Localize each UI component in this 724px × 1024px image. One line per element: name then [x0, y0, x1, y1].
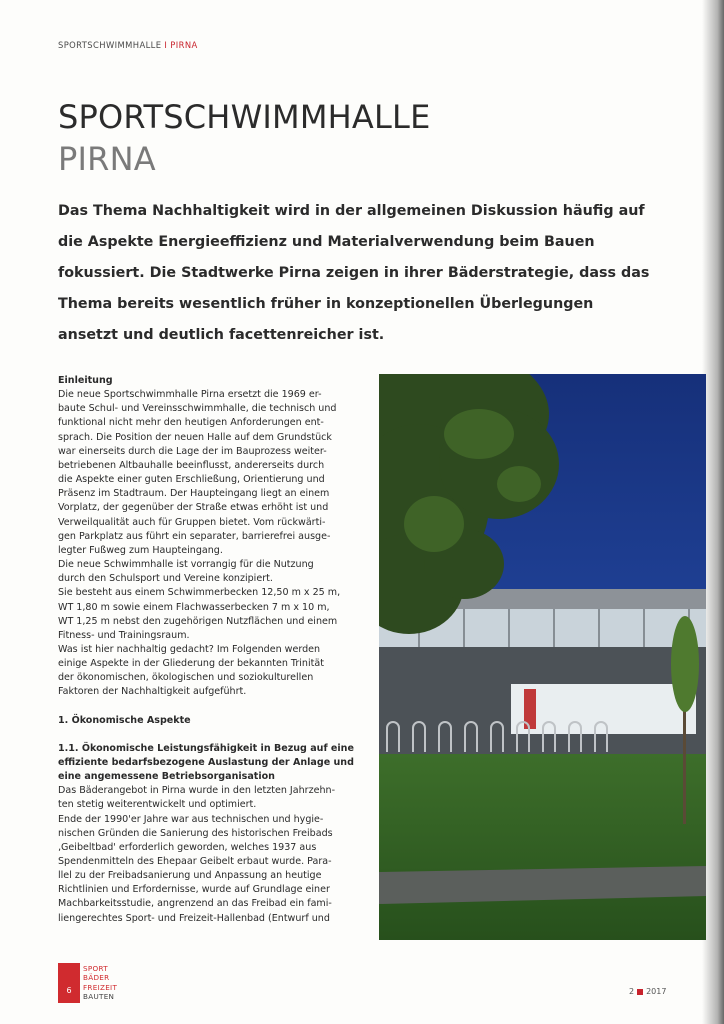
- body-line: Fitness- und Trainingsraum.: [58, 629, 190, 641]
- issue-year: 2017: [646, 987, 667, 996]
- heading-line: effiziente bedarfsbezogene Auslastung der Anlage und: [58, 756, 354, 768]
- body-line: der ökonomischen, ökologischen und soziokulturellen: [58, 672, 314, 684]
- body-line: WT 1,80 m sowie einem Flachwasserbecken 7 m x 10 m,: [58, 601, 330, 613]
- intro-paragraph-2: [58, 558, 368, 643]
- body-line: Richtlinien und Erfordernisse, wurde auf Grundlage einer: [58, 884, 330, 896]
- magazine-logo: [58, 963, 117, 1003]
- body-line: ten stetig weiterentwickelt und optimiert.: [58, 799, 257, 811]
- body-line: Die neue Schwimmhalle ist vorrangig für die Nutzung: [58, 559, 314, 571]
- body-line: sprach. Die Position der neuen Halle auf dem Grundstück: [58, 431, 332, 443]
- lead-line: fokussiert. Die Stadtwerke Pirna zeigen in ihrer Bäderstrategie, dass das: [58, 265, 650, 281]
- lead-line: die Aspekte Energieeffizienz und Materialverwendung beim Bauen: [58, 234, 595, 250]
- body-column: [58, 374, 368, 926]
- body-line: legter Fußweg zum Haupteingang.: [58, 544, 223, 556]
- body-line: Vorplatz, der gegenüber der Straße etwas erhöht ist und: [58, 502, 329, 514]
- lawn: [379, 754, 706, 940]
- lead-line: ansetzt und deutlich facettenreicher ist.: [58, 327, 385, 343]
- heading-line: 1.1. Ökonomische Leistungsfähigkeit in Bezug auf eine: [58, 742, 354, 754]
- article-title: [58, 96, 431, 180]
- section-1-1-paragraph-1: [58, 784, 368, 812]
- logo-word-3: FREIZEIT: [83, 982, 118, 992]
- running-head-section: SPORTSCHWIMMHALLE: [58, 40, 162, 50]
- body-line: Faktoren der Nachhaltigkeit aufgeführt.: [58, 686, 247, 698]
- logo-word-2: BÄDER: [83, 973, 110, 983]
- body-line: funktional nicht mehr den heutigen Anforderungen ent-: [58, 417, 324, 429]
- body-line: liengerechtes Sport- und Freizeit-Hallenbad (Entwurf und: [58, 912, 330, 924]
- body-line: WT 1,25 m nebst den zugehörigen Nutzflächen und einem: [58, 615, 338, 627]
- body-line: einige Aspekte in der Gliederung der bekannten Trinität: [58, 658, 324, 670]
- intro-paragraph-3: [58, 643, 368, 700]
- lead-line: Das Thema Nachhaltigkeit wird in der allgemeinen Diskussion häufig auf: [58, 203, 645, 219]
- section-1-1-paragraph-2: [58, 813, 368, 926]
- running-head-separator: I: [164, 40, 168, 50]
- running-head: [58, 40, 198, 50]
- young-tree-crown: [671, 616, 699, 712]
- young-tree-trunk: [683, 704, 686, 824]
- intro-heading: Einleitung: [58, 375, 113, 386]
- issue-number: 2: [629, 987, 635, 996]
- logo-word-4: BAUTEN: [83, 992, 115, 1002]
- lead-line: Thema bereits wesentlich früher in konzeptionellen Überlegungen: [58, 296, 594, 312]
- body-line: war einerseits durch die Lage der im Bauprozess weiter-: [58, 445, 327, 457]
- section-1-heading: 1. Ökonomische Aspekte: [58, 714, 191, 726]
- body-line: durch den Schulsport und Vereine konzipiert.: [58, 573, 273, 585]
- body-line: betriebenen Altbauhalle beeinflusst, andererseits durch: [58, 459, 325, 471]
- body-line: ‚Geibeltbad' erforderlich geworden, welches 1937 aus: [58, 841, 317, 853]
- body-line: llel zu der Freibadsanierung und Anpassung an heutige: [58, 870, 322, 882]
- article-title-line-2: PIRNA: [58, 140, 156, 178]
- body-line: Spendenmitteln des Ehepaar Geibelt erbaut wurde. Para-: [58, 856, 332, 867]
- body-line: Präsenz im Stadtraum. Der Haupteingang liegt an einem: [58, 488, 330, 500]
- page-number: 6: [58, 963, 80, 1003]
- intro-paragraph-1: [58, 388, 368, 558]
- body-line: Machbarkeitsstudie, angrenzend an das Freibad ein fami-: [58, 898, 332, 910]
- logo-word-1: SPORT: [83, 964, 108, 973]
- heading-line: eine angemessene Betriebsorganisation: [58, 771, 275, 783]
- building-photo-illustration: [379, 374, 706, 940]
- body-line: die Aspekte einer guten Erschließung, Orientierung und: [58, 474, 325, 486]
- issue-square-icon: [637, 989, 643, 995]
- body-line: nischen Gründen die Sanierung des historischen Freibads: [58, 827, 333, 839]
- article-title-line-1: SPORTSCHWIMMHALLE: [58, 98, 431, 136]
- body-line: Sie besteht aus einem Schwimmerbecken 12,50 m x 25 m,: [58, 587, 341, 599]
- body-line: gen Parkplatz aus führt ein separater, barrierefrei ausge-: [58, 530, 331, 542]
- body-line: Die neue Sportschwimmhalle Pirna ersetzt die 1969 er-: [58, 389, 322, 401]
- section-1-1-heading: [58, 742, 368, 784]
- body-line: Das Bäderangebot in Pirna wurde in den letzten Jahrzehn-: [58, 785, 336, 797]
- magazine-logo-words: [83, 963, 117, 1003]
- body-line: Verweilqualität auch für Gruppen bietet. Vom rückwärti-: [58, 516, 326, 528]
- body-line: Ende der 1990'er Jahre war aus technischen und hygie-: [58, 813, 324, 825]
- lit-window: [511, 684, 696, 734]
- issue-label: [629, 987, 666, 996]
- body-line: baute Schul- und Vereinsschwimmhalle, die technisch und: [58, 403, 337, 415]
- building-photo: [379, 374, 706, 940]
- lead-paragraph: [58, 196, 663, 351]
- body-line: Was ist hier nachhaltig gedacht? Im Folgenden werden: [58, 643, 321, 655]
- running-head-city: PIRNA: [170, 40, 198, 50]
